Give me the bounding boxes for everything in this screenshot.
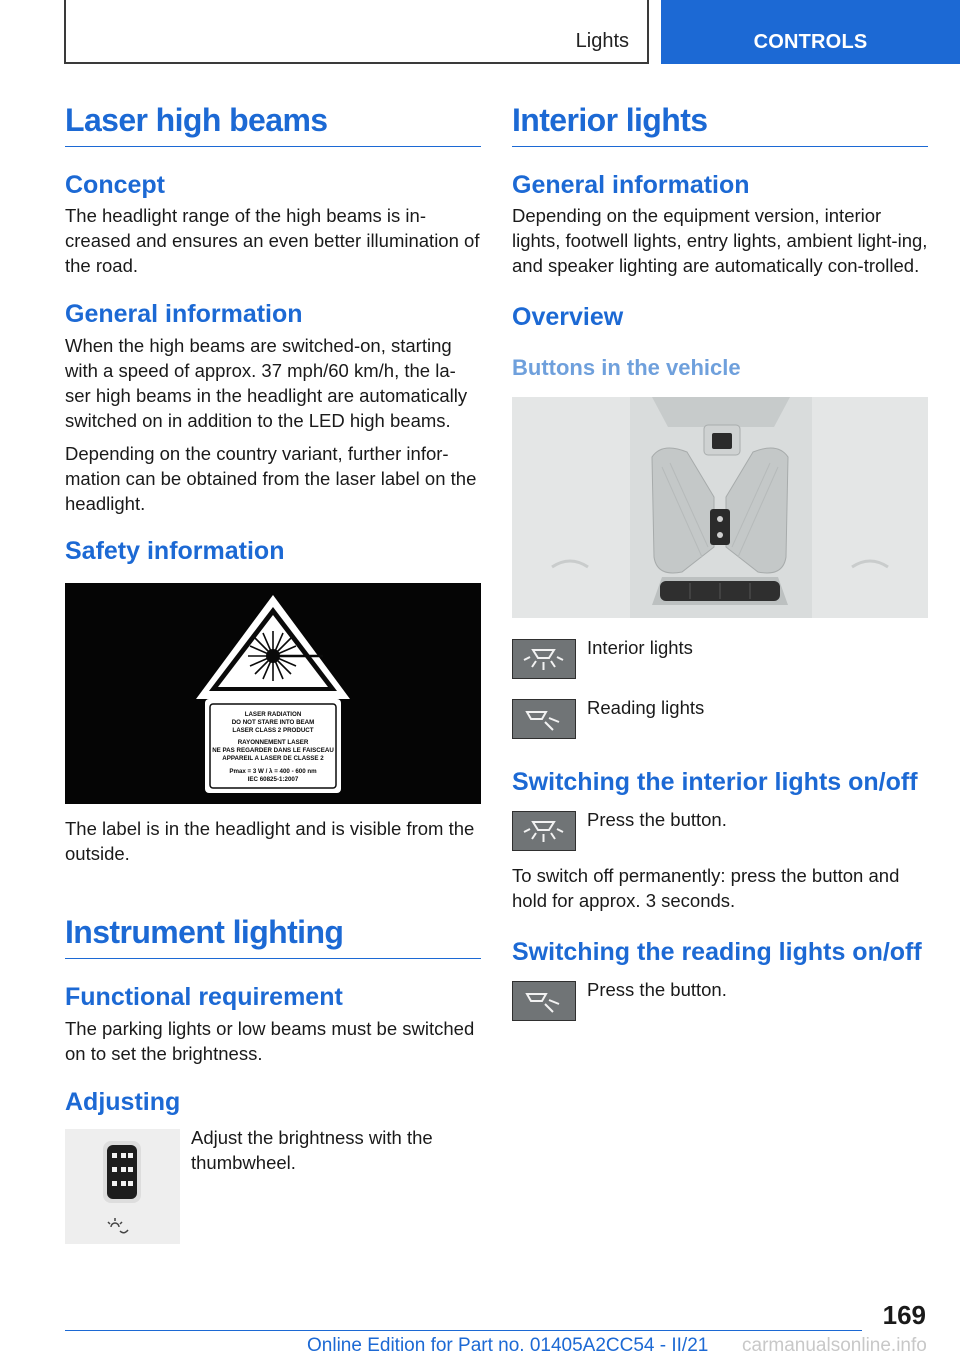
switch-reading-heading: Switching the reading lights on/off xyxy=(512,938,922,966)
interior-light-icon xyxy=(512,639,576,679)
interior-general-text: Depending on the equipment version, interior lights, footwell lights, entry lights, ambient light‐ing, and speaker lighting are automatically con‐trolled. xyxy=(512,205,928,276)
reading-light-icon xyxy=(512,981,576,1021)
concept-text: The headlight range of the high beams is in‐creased and ensures an even better illumination of the road. xyxy=(65,205,480,276)
interior-lights-title: Interior lights xyxy=(512,100,928,147)
adjusting-text: Adjust the brightness with the thumbwheel. xyxy=(191,1127,433,1173)
chapter-title: CONTROLS xyxy=(753,31,868,53)
interior-light-icon xyxy=(512,811,576,851)
switch-reading-action: Press the button. xyxy=(587,979,727,1000)
label-line-5: NE PAS REGARDER DANS LE FAISCEAU xyxy=(212,747,334,754)
page-number: 169 xyxy=(882,1300,926,1330)
interior-general-heading: General information xyxy=(512,171,750,199)
footer-edition: Online Edition for Part no. 01405A2CC54 - II/21 xyxy=(307,1335,709,1356)
thumbwheel-icon xyxy=(65,1129,180,1244)
laser-warning-label-photo xyxy=(65,583,481,804)
concept-heading: Concept xyxy=(65,171,165,199)
laser-warning-icon xyxy=(65,583,481,804)
functional-requirement-heading: Functional requirement xyxy=(65,983,343,1011)
general-information-text-1: When the high beams are switched-on, starting with a speed of approx. 37 mph/60 km/h, the la‐ser high beams in the headlight are automatically switched on in addition to the LED high beams. xyxy=(65,335,468,431)
ceiling-console-photo xyxy=(512,397,928,618)
label-line-1: LASER RADIATION xyxy=(244,711,302,718)
reading-lights-label: Reading lights xyxy=(587,697,705,718)
overview-item-interior-lights xyxy=(512,639,928,679)
adjusting-row xyxy=(65,1129,481,1244)
adjusting-heading: Adjusting xyxy=(65,1088,181,1116)
label-line-4: RAYONNEMENT LASER xyxy=(237,739,309,746)
left-column xyxy=(65,100,481,1244)
label-line-6: APPAREIL A LASER DE CLASSE 2 xyxy=(222,755,324,762)
watermark: carmanualsonline.info xyxy=(742,1335,927,1356)
overview-item-reading-lights xyxy=(512,699,928,739)
label-line-8: IEC 60825-1:2007 xyxy=(247,776,299,783)
general-information-heading: General information xyxy=(65,300,303,328)
safety-information-heading: Safety information xyxy=(65,537,285,565)
right-column xyxy=(512,100,928,1021)
functional-requirement-text: The parking lights or low beams must be switched on to set the brightness. xyxy=(65,1018,475,1064)
interior-lights-label: Interior lights xyxy=(587,637,693,658)
switch-reading-row xyxy=(512,981,928,1021)
switch-interior-row xyxy=(512,811,928,851)
switch-interior-note: To switch off permanently: press the button and hold for approx. 3 seconds. xyxy=(512,865,900,911)
general-information-text-2: Depending on the country variant, further infor‐mation can be obtained from the laser label on the headlight. xyxy=(65,443,477,514)
header-section-box xyxy=(64,0,649,64)
switch-interior-heading: Switching the interior lights on/off xyxy=(512,768,918,796)
instrument-lighting-title: Instrument lighting xyxy=(65,912,481,959)
header-chapter-tab xyxy=(661,0,960,64)
label-line-2: DO NOT STARE INTO BEAM xyxy=(231,719,315,726)
section-title: Lights xyxy=(575,30,629,52)
overview-heading: Overview xyxy=(512,303,624,331)
ceiling-console-illustration xyxy=(512,397,928,618)
switch-interior-action: Press the button. xyxy=(587,809,727,830)
thumbwheel-image xyxy=(65,1129,180,1244)
label-line-3: LASER CLASS 2 PRODUCT xyxy=(232,727,314,734)
buttons-in-vehicle-heading: Buttons in the vehicle xyxy=(512,355,741,380)
footer-divider xyxy=(65,1330,862,1331)
laser-high-beams-title: Laser high beams xyxy=(65,100,481,147)
label-line-7: Pmax = 3 W / λ = 400 - 600 nm xyxy=(229,768,317,775)
laser-label-caption: The label is in the headlight and is visible from the outside. xyxy=(65,818,475,864)
reading-light-icon xyxy=(512,699,576,739)
